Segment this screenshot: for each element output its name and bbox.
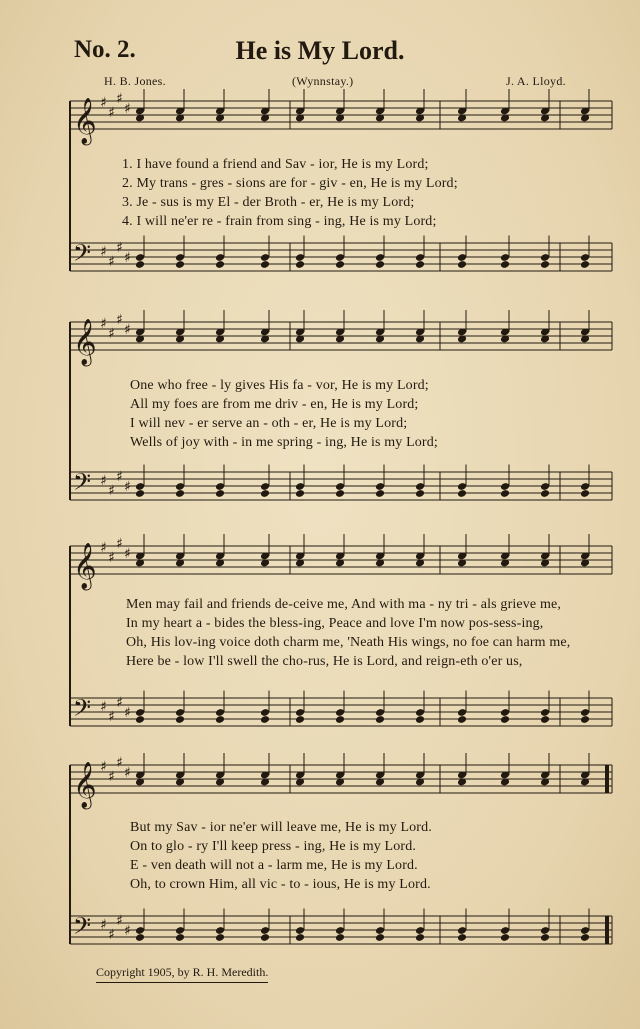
sharp-icon: ♯ bbox=[116, 536, 123, 552]
lyric-verse-1: One who free - ly gives His fa - vor, He is my Lord; bbox=[130, 378, 429, 393]
sharp-icon: ♯ bbox=[108, 550, 115, 566]
lyric-verse-1: 1. I have found a friend and Sav - ior, He is my Lord; bbox=[122, 157, 429, 172]
sharp-icon: ♯ bbox=[124, 765, 131, 781]
lyric-verse-2: All my foes are from me driv - en, He is my Lord; bbox=[130, 397, 419, 412]
sharp-icon: ♯ bbox=[116, 469, 123, 485]
sharp-icon: ♯ bbox=[124, 250, 131, 266]
words-attribution: H. B. Jones. bbox=[104, 74, 166, 88]
notehead bbox=[215, 933, 225, 942]
lyric-verse-3: I will nev - er serve an - oth - er, He is my Lord; bbox=[130, 416, 408, 431]
sharp-icon: ♯ bbox=[100, 95, 107, 111]
bass-clef-icon: 𝄢 bbox=[73, 468, 92, 501]
hymn-title: He is My Lord. bbox=[235, 36, 405, 65]
sharp-icon: ♯ bbox=[100, 244, 107, 260]
notehead bbox=[175, 933, 185, 942]
sharp-icon: ♯ bbox=[116, 312, 123, 328]
lyric-verse-2: In my heart a - bides the bless-ing, Peace and love I'm now pos-sess-ing, bbox=[126, 616, 544, 631]
lyrics-system-4 bbox=[130, 818, 610, 894]
notehead bbox=[457, 933, 467, 942]
sharp-icon: ♯ bbox=[124, 546, 131, 562]
notehead bbox=[375, 933, 385, 942]
sharp-icon: ♯ bbox=[108, 927, 115, 943]
lyric-verse-4: Wells of joy with - in me spring - ing, He is my Lord; bbox=[130, 435, 438, 450]
notehead bbox=[135, 933, 145, 942]
lyric-verse-3: E - ven death will not a - larm me, He is my Lord. bbox=[130, 858, 418, 873]
lyric-verse-2: 2. My trans - gres - sions are for - giv - en, He is my Lord; bbox=[122, 176, 458, 191]
sharp-icon: ♯ bbox=[116, 695, 123, 711]
sharp-icon: ♯ bbox=[108, 254, 115, 270]
bass-clef-icon: 𝄢 bbox=[73, 694, 92, 727]
treble-clef-icon: 𝄞 bbox=[73, 98, 97, 144]
sharp-icon: ♯ bbox=[116, 755, 123, 771]
music-attribution: J. A. Lloyd. bbox=[506, 74, 566, 88]
treble-clef-icon: 𝄞 bbox=[73, 543, 97, 589]
sharp-icon: ♯ bbox=[100, 473, 107, 489]
notehead bbox=[335, 933, 345, 942]
lyric-verse-4: Oh, to crown Him, all vic - to - ious, He is my Lord. bbox=[130, 877, 431, 892]
notehead bbox=[415, 933, 425, 942]
sharp-icon: ♯ bbox=[116, 913, 123, 929]
tune-name: (Wynnstay.) bbox=[292, 74, 354, 88]
sharp-icon: ♯ bbox=[124, 322, 131, 338]
sharp-icon: ♯ bbox=[116, 91, 123, 107]
sharp-icon: ♯ bbox=[108, 483, 115, 499]
sharp-icon: ♯ bbox=[100, 540, 107, 556]
treble-clef-icon: 𝄞 bbox=[73, 319, 97, 365]
lyric-verse-4: Here be - low I'll swell the cho-rus, He is Lord, and reign-eth o'er us, bbox=[126, 654, 523, 669]
sharp-icon: ♯ bbox=[124, 101, 131, 117]
lyric-verse-3: 3. Je - sus is my El - der Broth - er, He is my Lord; bbox=[122, 195, 415, 210]
notehead bbox=[500, 933, 510, 942]
lyric-verse-4: 4. I will ne'er re - frain from sing - ing, He is my Lord; bbox=[122, 214, 437, 229]
sharp-icon: ♯ bbox=[108, 326, 115, 342]
notehead bbox=[540, 933, 550, 942]
bass-clef-icon: 𝄢 bbox=[73, 912, 92, 945]
sharp-icon: ♯ bbox=[124, 705, 131, 721]
notehead bbox=[260, 933, 270, 942]
lyric-verse-2: On to glo - ry I'll keep press - ing, He is my Lord. bbox=[130, 839, 416, 854]
lyric-verse-3: Oh, His lov-ing voice doth charm me, 'Neath His wings, no foe can harm me, bbox=[126, 635, 571, 650]
sharp-icon: ♯ bbox=[100, 759, 107, 775]
sharp-icon: ♯ bbox=[108, 709, 115, 725]
sharp-icon: ♯ bbox=[108, 105, 115, 121]
treble-clef-icon: 𝄞 bbox=[73, 762, 97, 808]
sharp-icon: ♯ bbox=[108, 769, 115, 785]
notehead bbox=[295, 933, 305, 942]
sharp-icon: ♯ bbox=[116, 240, 123, 256]
bass-clef-icon: 𝄢 bbox=[73, 239, 92, 272]
lyric-verse-1: Men may fail and friends de-ceive me, And with ma - ny tri - als grieve me, bbox=[126, 597, 562, 612]
notehead bbox=[580, 933, 590, 942]
sharp-icon: ♯ bbox=[100, 699, 107, 715]
copyright-notice: Copyright 1905, by R. H. Meredith. bbox=[96, 965, 268, 983]
lyric-verse-1: But my Sav - ior ne'er will leave me, He is my Lord. bbox=[130, 820, 432, 835]
sharp-icon: ♯ bbox=[100, 316, 107, 332]
hymn-number: No. 2. bbox=[74, 36, 136, 63]
sharp-icon: ♯ bbox=[124, 923, 131, 939]
sharp-icon: ♯ bbox=[124, 479, 131, 495]
sharp-icon: ♯ bbox=[100, 917, 107, 933]
